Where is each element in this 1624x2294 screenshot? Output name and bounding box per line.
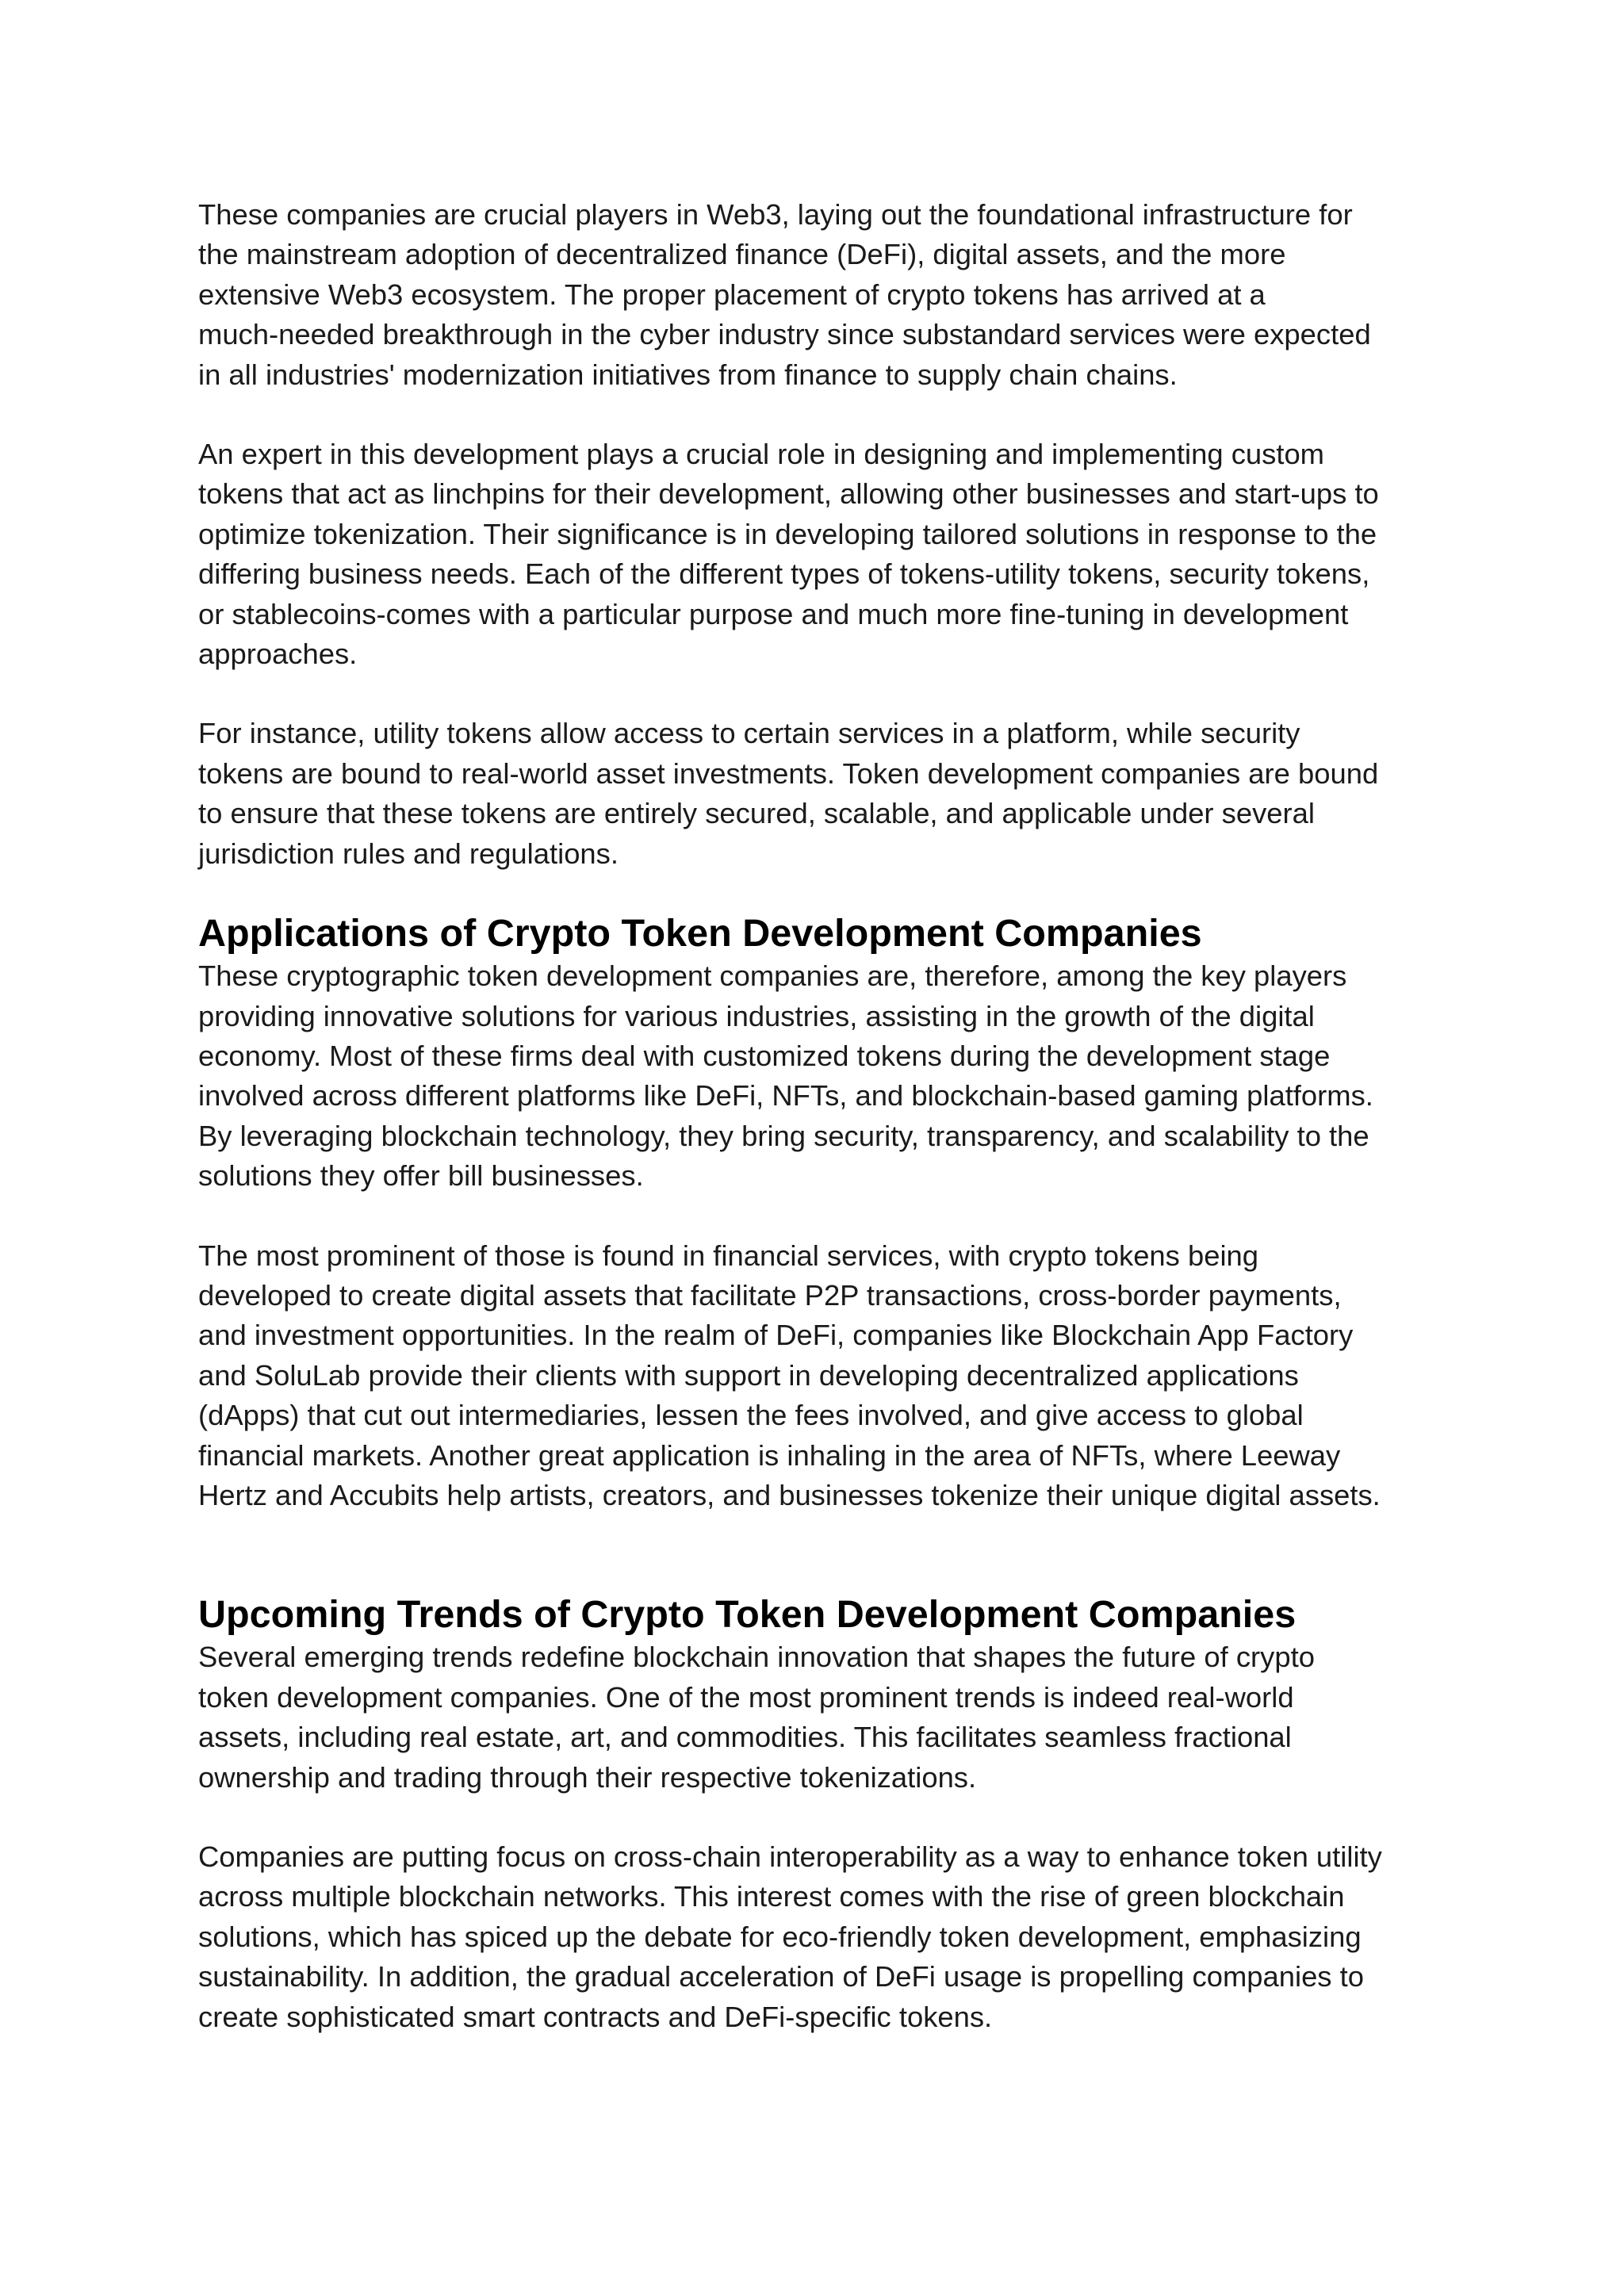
text-line: the mainstream adoption of decentralized finance (DeFi), digital assets, and the more <box>198 238 1286 271</box>
text-line: The most prominent of those is found in financial services, with crypto tokens being <box>198 1239 1259 1272</box>
text-line: involved across different platforms like DeFi, NFTs, and blockchain-based gaming platforms. <box>198 1079 1373 1113</box>
text-line: token development companies. One of the most prominent trends is indeed real-world <box>198 1680 1294 1714</box>
text-line: jurisdiction rules and regulations. <box>198 837 619 870</box>
applications-paragraph-1 <box>198 956 1451 1196</box>
paragraph-gap <box>198 395 1451 435</box>
text-line: tokens are bound to real-world asset investments. Token development companies are bound <box>198 756 1379 790</box>
intro-paragraph-3 <box>198 714 1451 874</box>
text-line: For instance, utility tokens allow access to certain services in a platform, while security <box>198 717 1300 750</box>
trends-heading: Upcoming Trends of Crypto Token Development Companies <box>198 1593 1297 1637</box>
text-line: developed to create digital assets that facilitate P2P transactions, cross-border payments, <box>198 1278 1342 1312</box>
text-line: Several emerging trends redefine blockchain innovation that shapes the future of crypto <box>198 1641 1315 1674</box>
text-line: much-needed breakthrough in the cyber industry since substandard services were expected <box>198 318 1371 351</box>
text-line: These companies are crucial players in Web3, laying out the foundational infrastructure for <box>198 198 1353 231</box>
text-line: and SoluLab provide their clients with support in developing decentralized applications <box>198 1358 1299 1392</box>
text-line: By leveraging blockchain technology, they bring security, transparency, and scalability to the <box>198 1119 1369 1152</box>
section-gap <box>198 874 1451 910</box>
text-line: tokens that act as linchpins for their development, allowing other businesses and start-ups to <box>198 477 1379 511</box>
applications-heading: Applications of Crypto Token Development Companies <box>198 912 1202 956</box>
text-line: differing business needs. Each of the different types of tokens-utility tokens, security tokens, <box>198 557 1370 591</box>
text-line: Companies are putting focus on cross-chain interoperability as a way to enhance token utility <box>198 1840 1382 1873</box>
text-line: (dApps) that cut out intermediaries, lessen the fees involved, and give access to global <box>198 1399 1304 1432</box>
text-line: create sophisticated smart contracts and DeFi-specific tokens. <box>198 2000 993 2033</box>
text-line: An expert in this development plays a crucial role in designing and implementing custom <box>198 438 1324 471</box>
text-line: to ensure that these tokens are entirely secured, scalable, and applicable under several <box>198 797 1315 830</box>
text-line: financial markets. Another great application is inhaling in the area of NFTs, where Leeway <box>198 1438 1341 1472</box>
text-line: in all industries' modernization initiatives from finance to supply chain chains. <box>198 358 1178 391</box>
intro-paragraph-1 <box>198 195 1451 395</box>
text-line: economy. Most of these firms deal with customized tokens during the development stage <box>198 1039 1331 1072</box>
text-line: extensive Web3 ecosystem. The proper placement of crypto tokens has arrived at a <box>198 278 1266 311</box>
paragraph-gap <box>198 1197 1451 1236</box>
text-line: providing innovative solutions for various industries, assisting in the growth of the digital <box>198 999 1315 1032</box>
intro-paragraph-2 <box>198 435 1451 674</box>
text-line: approaches. <box>198 638 358 671</box>
paragraph-gap <box>198 674 1451 714</box>
text-line: optimize tokenization. Their significance is in developing tailored solutions in response to the <box>198 517 1377 550</box>
text-line: ownership and trading through their respective tokenizations. <box>198 1760 977 1794</box>
text-line: and investment opportunities. In the realm of DeFi, companies like Blockchain App Factory <box>198 1319 1354 1352</box>
text-line: sustainability. In addition, the gradual acceleration of DeFi usage is propelling companies to <box>198 1960 1364 1993</box>
text-line: solutions they offer bill businesses. <box>198 1159 644 1193</box>
text-line: Hertz and Accubits help artists, creators, and businesses tokenize their unique digital assets. <box>198 1478 1381 1511</box>
text-line: across multiple blockchain networks. This interest comes with the rise of green blockchain <box>198 1880 1345 1913</box>
text-line: solutions, which has spiced up the debate for eco-friendly token development, emphasizing <box>198 1920 1362 1953</box>
applications-paragraph-2 <box>198 1236 1451 1516</box>
document-page <box>198 195 1451 2037</box>
text-line: These cryptographic token development companies are, therefore, among the key players <box>198 959 1347 993</box>
paragraph-gap <box>198 1798 1451 1837</box>
section-gap <box>198 1515 1451 1591</box>
text-line: assets, including real estate, art, and commodities. This facilitates seamless fractional <box>198 1721 1292 1754</box>
text-line: or stablecoins-comes with a particular purpose and much more fine-tuning in development <box>198 597 1349 630</box>
trends-paragraph-2 <box>198 1837 1451 2037</box>
trends-paragraph-1 <box>198 1637 1451 1798</box>
